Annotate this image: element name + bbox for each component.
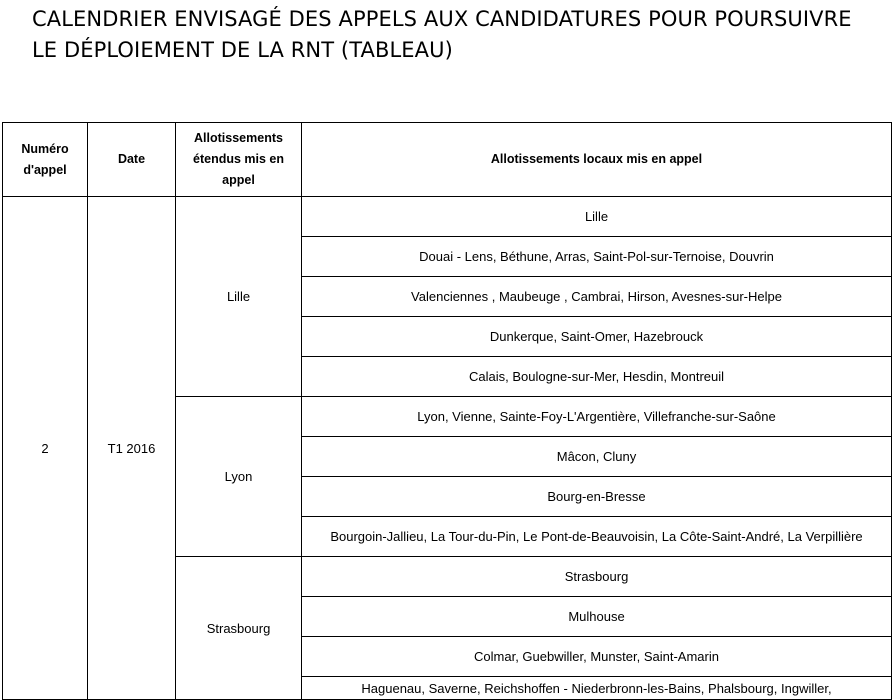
local-cell: Haguenau, Saverne, Reichshoffen - Niederbronn-les-Bains, Phalsbourg, Ingwiller, xyxy=(302,677,892,700)
page-title: CALENDRIER ENVISAGÉ DES APPELS AUX CANDIDATURES POUR POURSUIVRE LE DÉPLOIEMENT DE LA RNT (TABLEAU) xyxy=(32,7,852,62)
local-cell: Bourg-en-Bresse xyxy=(302,477,892,517)
local-cell: Douai - Lens, Béthune, Arras, Saint-Pol-sur-Ternoise, Douvrin xyxy=(302,237,892,277)
table-row xyxy=(3,197,892,237)
local-cell: Colmar, Guebwiller, Munster, Saint-Amarin xyxy=(302,637,892,677)
local-cell: Mâcon, Cluny xyxy=(302,437,892,477)
header-locaux: Allotissements locaux mis en appel xyxy=(302,123,892,197)
table-header-row xyxy=(3,123,892,197)
local-cell: Bourgoin-Jallieu, La Tour-du-Pin, Le Pont-de-Beauvoisin, La Côte-Saint-André, La Verpillière xyxy=(302,517,892,557)
header-numero: Numéro d'appel xyxy=(3,123,88,197)
call-number-cell: 2 xyxy=(3,197,88,700)
group-cell-lyon: Lyon xyxy=(176,397,302,557)
local-cell: Lyon, Vienne, Sainte-Foy-L'Argentière, Villefranche-sur-Saône xyxy=(302,397,892,437)
local-cell: Calais, Boulogne-sur-Mer, Hesdin, Montreuil xyxy=(302,357,892,397)
group-cell-strasbourg: Strasbourg xyxy=(176,557,302,700)
calendar-table xyxy=(2,122,892,700)
header-date: Date xyxy=(88,123,176,197)
local-cell: Mulhouse xyxy=(302,597,892,637)
header-etendus: Allotissements étendus mis en appel xyxy=(176,123,302,197)
local-cell: Valenciennes , Maubeuge , Cambrai, Hirson, Avesnes-sur-Helpe xyxy=(302,277,892,317)
local-cell: Lille xyxy=(302,197,892,237)
local-cell: Dunkerque, Saint-Omer, Hazebrouck xyxy=(302,317,892,357)
group-cell-lille: Lille xyxy=(176,197,302,397)
call-date-cell: T1 2016 xyxy=(88,197,176,700)
local-cell: Strasbourg xyxy=(302,557,892,597)
